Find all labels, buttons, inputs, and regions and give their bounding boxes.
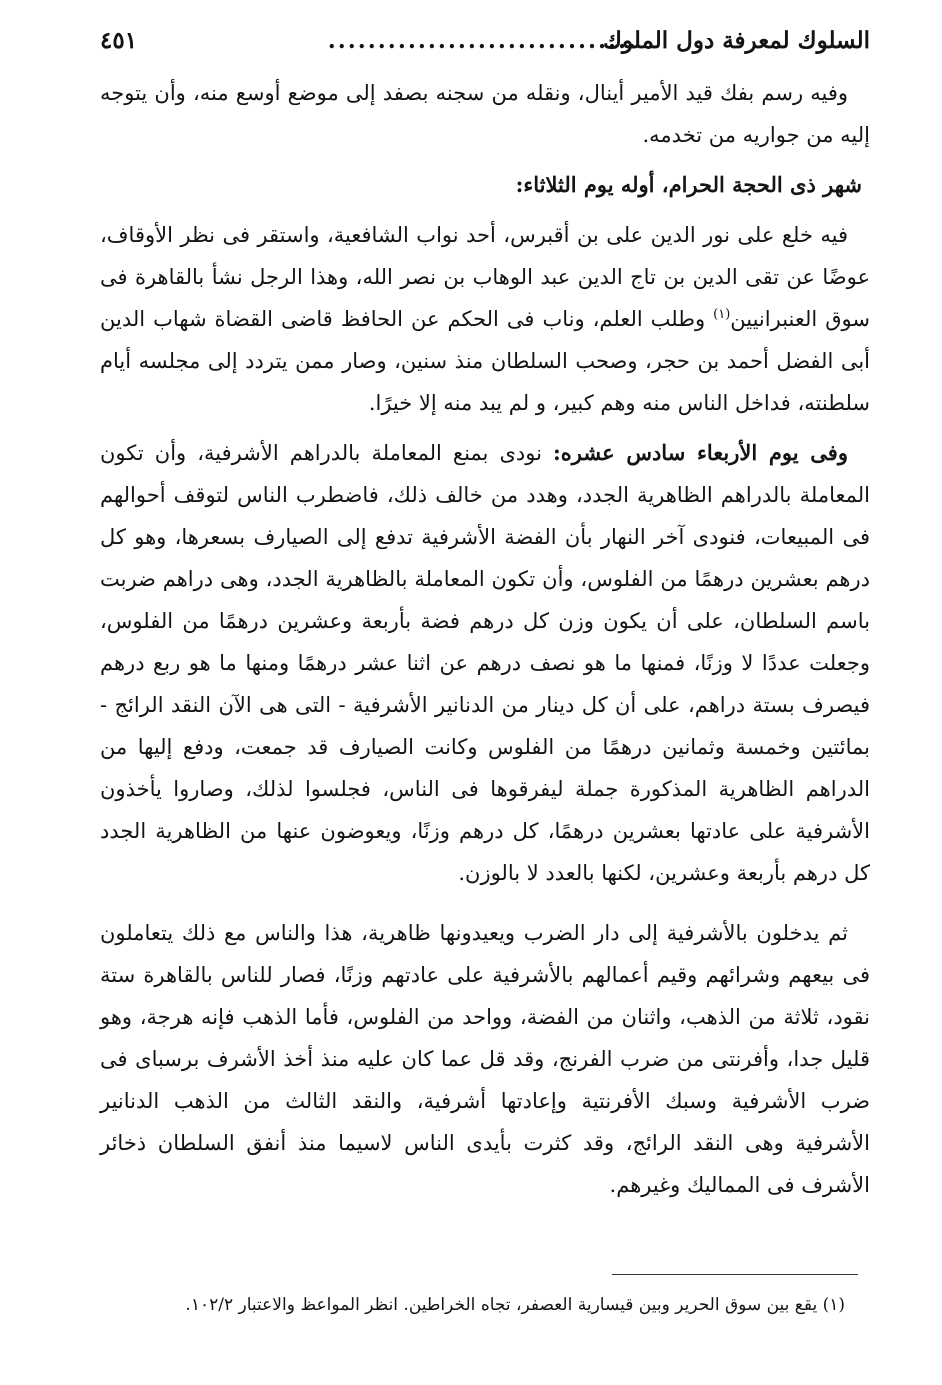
footnote: (١) يقع بين سوق الحرير وبين قيسارية العصفر، تجاه الخراطين. انظر المواعظ والاعتبار ١٠٢/٢. (185, 1295, 845, 1315)
date-lead-wednesday: وفى يوم الأربعاء سادس عشره: (553, 440, 848, 465)
paragraph-nur-al-din-continued: وطلب العلم، وناب فى الحكم عن الحافظ قاضى القضاة شهاب الدين أبى الفضل أحمد بن حجر، وصحب السلطان منذ سنين، وصار ممن يتردد إلى مجلسه أيام سلطنته، فداخل الناس منه وهم كبير، و لم يبد منه إلا خيرًا. (100, 307, 870, 415)
paragraph-currency-decree (100, 432, 870, 894)
section-heading-dhul-hijjah: شهر ذى الحجة الحرام، أوله يوم الثلاثاء: (515, 172, 862, 197)
page-number: ٤٥١ (100, 27, 138, 54)
book-title: السلوك لمعرفة دول الملوك (602, 27, 870, 54)
running-header (100, 24, 870, 58)
paragraph-currency-decree-text: نودى بمنع المعاملة بالدراهم الأشرفية، وأن تكون المعاملة بالدراهم الظاهرية الجدد، وهدد من خالف ذلك، فاضطرب الناس لتوقف أحوالهم فى المبيعات، فنودى آخر النهار بأن الفضة الأشرفية تدفع إلى الصيارف بسعرها، وهو كل درهم بعشرين درهمًا من الفلوس، وأن تكون المعاملة بالظاهرية الجدد، وهى دراهم ضربت باسم السلطان، على أن يكون وزن كل درهم فضة بأربعة وعشرين درهمًا من الفلوس، وجعلت عددًا لا وزنًا، فمنها ما هو نصف درهم عن اثنا عشر درهمًا ومنها ما هو ربع درهم فيصرف بستة دراهم، على أن كل دينار من الدنانير الأشرفية - التى هى الآن النقد الرائج - بمائتين وخمسة وثمانين درهمًا من الفلوس وكانت الصيارف قد جمعت، ودفع إليها من الدراهم الظاهرية المذكورة جملة ليفرقوها فى الناس، فجلسوا لذلك، وصاروا يأخذون الأشرفية على عادتها بعشرين درهمًا، كل درهم وزنًا، ويعوضون عنها من الظاهرية الجدد كل درهم بأربعة وعشرين، لكنها بالعدد لا بالوزن. (100, 441, 870, 885)
footnote-separator (612, 1274, 858, 1275)
footnote-marker: (١) (713, 307, 731, 322)
paragraph-six-currencies: ثم يدخلون بالأشرفية إلى دار الضرب ويعيدونها ظاهرية، هذا والناس مع ذلك يتعاملون فى بيعهم وشرائهم وقيم أعمالهم بالأشرفية على عادتهم وزنًا، فصار للناس بالقاهرة ستة نقود، ثلاثة من الذهب، واثنان من الفضة، وواحد من الفلوس، فأما الذهب فإنه هرجة، وهو قليل جدا، وأفرنتى من ضرب الفرنج، وقد قل عما كان عليه منذ أخذ الأشرف برسباى فى ضرب الأشرفية وسبك الأفرنتية وإعادتها أشرفية، والنقد الثالث من الذهب الدنانير الأشرفية وهى النقد الرائج، وقد كثرت بأيدى الناس لاسيما منذ أنفق السلطان ذخائر الأشرف فى المماليك وغيرهم. (100, 921, 870, 1197)
paragraph-nur-al-din (100, 214, 870, 424)
paragraph-nur-al-din-text: فيه خلع على نور الدين على بن أقبرس، أحد نواب الشافعية، واستقر فى نظر الأوقاف، عوضًا عن تقى الدين بن تاج الدين عبد الوهاب بن نصر الله، وهذا الرجل نشأ بالقاهرة فى سوق العنبرانيين (100, 223, 870, 331)
page-content (100, 24, 870, 1206)
header-leader-dots: ............................... (327, 27, 638, 54)
paragraph-release-inal: وفيه رسم بفك قيد الأمير أينال، ونقله من سجنه بصفد إلى موضع أوسع منه، وأن يتوجه إليه من جواريه من تخدمه. (100, 81, 870, 147)
